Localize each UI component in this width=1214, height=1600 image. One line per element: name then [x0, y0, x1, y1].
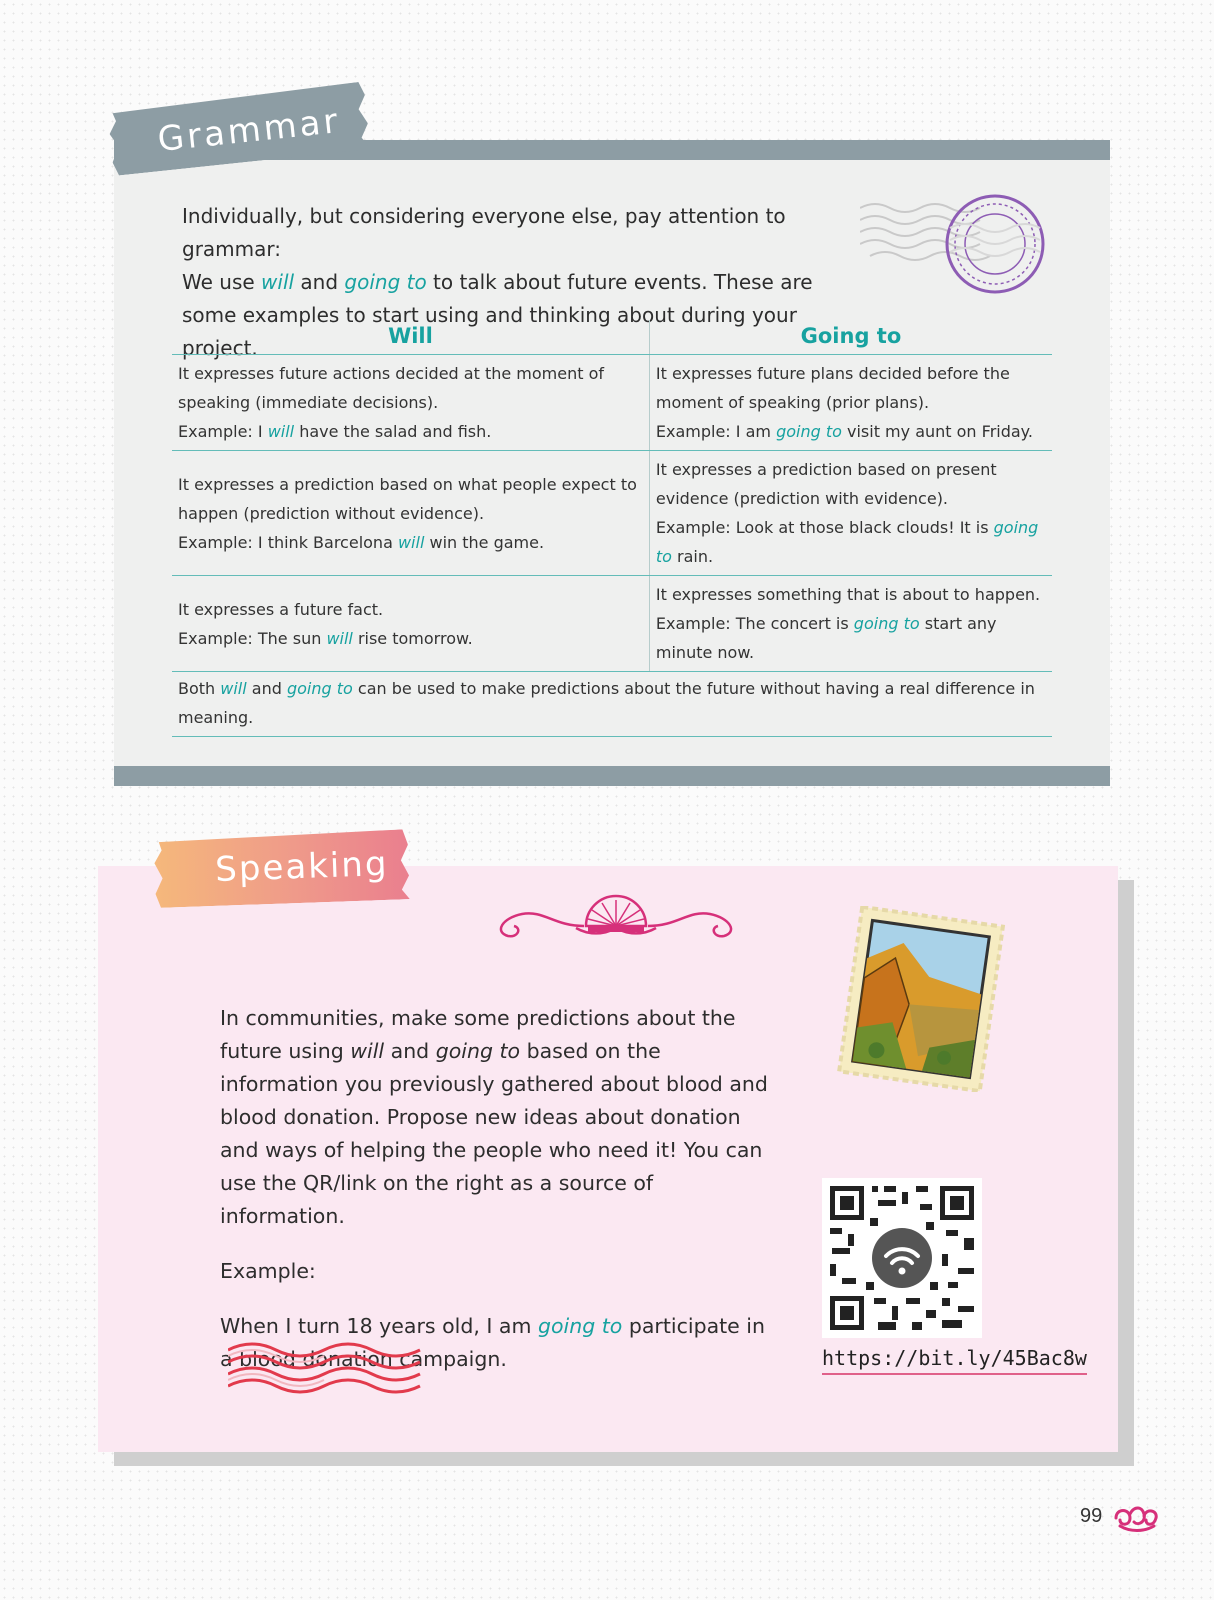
qr-link[interactable]: https://bit.ly/45Bac8w — [822, 1346, 1087, 1375]
keyword-will: will — [220, 679, 247, 698]
grammar-intro-text: and — [294, 270, 345, 294]
cell-note — [172, 672, 1052, 737]
grammar-intro-line1: Individually, but considering everyone else, pay attention to grammar: — [182, 204, 786, 261]
cell-will — [172, 451, 649, 576]
table-row — [172, 355, 1052, 451]
cell-will — [172, 355, 649, 451]
keyword-going-to: going to — [286, 679, 353, 698]
speaking-text — [220, 1002, 780, 1376]
cell-desc: It expresses future plans decided before the moment of speaking (prior plans). — [655, 364, 1010, 412]
cell-example: Example: I — [178, 422, 268, 441]
note-text: Both — [178, 679, 221, 698]
cell-going-to — [649, 576, 1052, 672]
cell-going-to — [649, 355, 1052, 451]
publisher-logo-icon — [1112, 1500, 1160, 1534]
header-going-to: Going to — [649, 320, 1052, 355]
speaking-paragraph — [220, 1002, 780, 1233]
cell-example: rain. — [671, 547, 714, 566]
grammar-table — [172, 320, 1052, 737]
qr-code-icon[interactable] — [822, 1178, 982, 1338]
table-row-note — [172, 672, 1052, 737]
keyword-will: will — [267, 422, 295, 441]
keyword-will: will — [350, 1039, 385, 1063]
keyword-going-to: going to — [655, 518, 1039, 566]
cell-example: start any minute now. — [655, 614, 997, 662]
paragraph-text: and — [384, 1039, 436, 1063]
ornament-icon — [484, 886, 748, 946]
note-text: and — [246, 679, 287, 698]
cell-desc: It expresses future actions decided at the moment of speaking (immediate decisions). — [178, 364, 605, 412]
table-row — [172, 576, 1052, 672]
cell-desc: It expresses a prediction based on present evidence (prediction with evidence). — [655, 460, 997, 508]
cell-example: Example: The sun — [178, 628, 327, 648]
cell-example: win the game. — [424, 532, 545, 552]
note-text: can be used to make predictions about the future without having a real difference in meaning. — [178, 679, 1035, 727]
sentence-text: participate in a blood donation campaign. — [220, 1314, 765, 1371]
cell-example: rise tomorrow. — [352, 628, 473, 648]
keyword-will: will — [397, 532, 425, 552]
example-label: Example: — [220, 1259, 316, 1283]
grammar-intro-text: We use — [182, 270, 262, 294]
keyword-going-to: going to — [435, 1039, 521, 1063]
cell-example: Example: Look at those black clouds! It is — [655, 518, 994, 537]
paragraph-text: based on the information you previously gathered about blood and blood donation. Propose new ideas about donation and ways of helping the people who need it! You can use the QR/link on the right as a source of information. — [220, 1039, 768, 1228]
cell-example: have the salad and fish. — [294, 422, 492, 441]
keyword-going-to: going to — [344, 270, 427, 294]
cell-example: Example: The concert is — [655, 614, 854, 633]
grammar-title: Grammar — [155, 101, 343, 160]
keyword-going-to: going to — [776, 422, 842, 441]
wave-postmark-icon — [228, 1336, 422, 1400]
paragraph-text: In communities, make some predictions about the future using — [220, 1006, 736, 1063]
sentence-text: When I turn 18 years old, I am — [220, 1314, 538, 1338]
stamp-icon — [836, 906, 1006, 1092]
keyword-going-to: going to — [537, 1314, 623, 1338]
cell-example: Example: I think Barcelona — [178, 532, 398, 552]
grammar-intro-text: to talk about future events. These are some examples to start using and thinking about during your project. — [182, 270, 813, 360]
cell-will — [172, 576, 649, 672]
grammar-bottom-bar — [114, 766, 1110, 786]
speaking-title: Speaking — [214, 843, 390, 890]
cell-going-to — [649, 451, 1052, 576]
cell-example: Example: I am — [655, 422, 777, 441]
header-will: Will — [172, 320, 649, 355]
table-row — [172, 451, 1052, 576]
cell-example: visit my aunt on Friday. — [841, 422, 1033, 441]
cell-desc: It expresses something that is about to happen. — [655, 585, 1041, 604]
keyword-will: will — [261, 270, 295, 294]
keyword-going-to: going to — [853, 614, 920, 633]
keyword-will: will — [326, 628, 353, 648]
cell-desc: It expresses a prediction based on what people expect to happen (prediction without evidence). — [178, 474, 637, 523]
page-number: 99 — [1080, 1505, 1103, 1527]
postmark-icon — [860, 188, 1070, 308]
cell-desc: It expresses a future fact. — [178, 599, 384, 619]
